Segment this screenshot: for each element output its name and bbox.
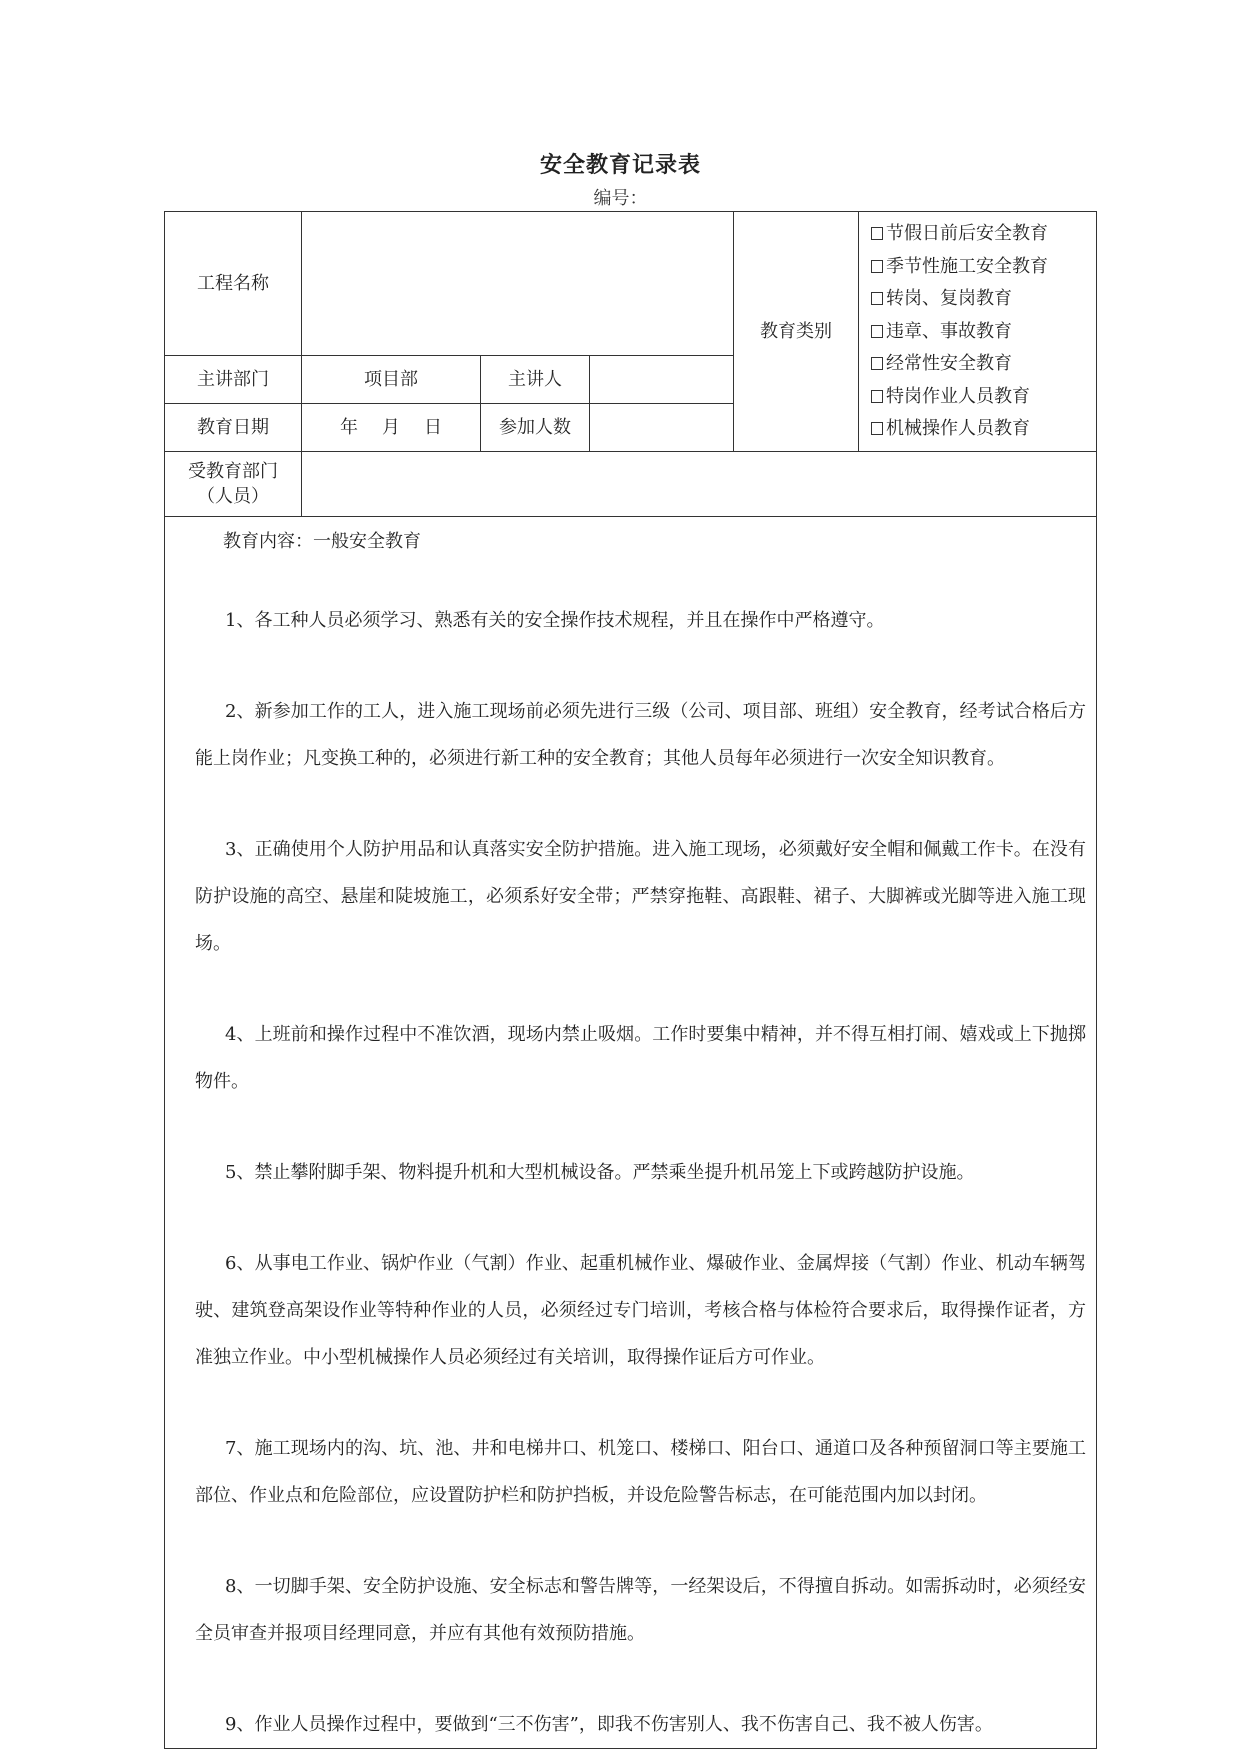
checkbox-icon[interactable]: [871, 227, 883, 240]
category-option[interactable]: [871, 223, 1096, 256]
education-category-list: [859, 212, 1097, 452]
date-month-label: 月: [382, 416, 400, 438]
content-item: 2、新参加工作的工人，进入施工现场前必须先进行三级（公司、项目部、班组）安全教育，经考试合格后方能上岗作业；凡变换工种的，必须进行新工种的安全教育；其他人员每年必须进行一次安全知识教育。: [195, 701, 1087, 769]
lecturer-field[interactable]: [590, 356, 734, 404]
category-option[interactable]: [871, 418, 1096, 451]
category-option[interactable]: [871, 288, 1096, 321]
content-item: 9、作业人员操作过程中，要做到“三不伤害”，即我不伤害别人、我不伤害自己、我不被人伤害。: [225, 1714, 993, 1735]
educated-dept-label-line1: 受教育部门: [188, 460, 278, 482]
date-year-label: 年: [340, 416, 358, 438]
education-date-label: 教育日期: [165, 404, 302, 452]
category-option-label: 转岗、复岗教育: [886, 288, 1013, 309]
checkbox-icon[interactable]: [871, 260, 883, 273]
content-item: 5、禁止攀附脚手架、物料提升机和大型机械设备。严禁乘坐提升机吊笼上下或跨越防护设施。: [225, 1162, 975, 1183]
category-option-label: 违章、事故教育: [886, 320, 1013, 342]
checkbox-icon[interactable]: [871, 292, 883, 305]
category-option[interactable]: [871, 386, 1096, 419]
education-content-heading: 教育内容：一般安全教育: [223, 531, 421, 552]
participants-label: 参加人数: [481, 404, 590, 452]
content-item: 4、上班前和操作过程中不准饮酒，现场内禁止吸烟。工作时要集中精神，并不得互相打闹、嬉戏或上下抛掷物件。: [195, 1024, 1087, 1092]
serial-number-label: 编号：: [593, 188, 648, 209]
category-option[interactable]: [871, 353, 1096, 386]
content-item: 7、施工现场内的沟、坑、池、井和电梯井口、机笼口、楼梯口、阳台口、通道口及各种预留洞口等主要施工部位、作业点和危险部位，应设置防护栏和防护挡板，并设危险警告标志，在可能范围内加以封闭。: [195, 1438, 1087, 1506]
education-record-table: [164, 211, 1097, 1749]
educated-dept-label-line2: （人员）: [197, 486, 269, 507]
checkbox-icon[interactable]: [871, 390, 883, 403]
lecture-dept-label: 主讲部门: [165, 356, 302, 404]
checkbox-icon[interactable]: [871, 325, 883, 338]
category-option-label: 特岗作业人员教育: [886, 385, 1031, 407]
education-date-field[interactable]: [302, 404, 481, 452]
category-option[interactable]: [871, 256, 1096, 289]
category-option-label: 经常性安全教育: [886, 353, 1013, 374]
category-option-label: 机械操作人员教育: [886, 418, 1031, 439]
page-title: 安全教育记录表: [539, 152, 701, 178]
educated-dept-field[interactable]: [302, 452, 1097, 517]
category-option[interactable]: [871, 321, 1096, 354]
participants-field[interactable]: [590, 404, 734, 452]
lecture-dept-field[interactable]: 项目部: [302, 356, 481, 404]
project-name-label: 工程名称: [165, 212, 302, 356]
category-option-label: 季节性施工安全教育: [886, 255, 1049, 277]
content-item: 6、从事电工作业、锅炉作业（气割）作业、起重机械作业、爆破作业、金属焊接（气割）作业、机动车辆驾驶、建筑登高架设作业等特种作业的人员，必须经过专门培训，考核合格与体检符合要求后，取得操作证者，方准独立作业。中小型机械操作人员必须经过有关培训，取得操作证后方可作业。: [195, 1253, 1087, 1368]
project-name-field[interactable]: [302, 212, 734, 356]
content-item: 8、一切脚手架、安全防护设施、安全标志和警告牌等，一经架设后，不得擅自拆动。如需拆动时，必须经安全员审查并报项目经理同意，并应有其他有效预防措施。: [195, 1576, 1087, 1644]
educated-dept-label: [165, 452, 302, 517]
content-item: 3、正确使用个人防护用品和认真落实安全防护措施。进入施工现场，必须戴好安全帽和佩戴工作卡。在没有防护设施的高空、悬崖和陡坡施工，必须系好安全带；严禁穿拖鞋、高跟鞋、裙子、大脚裤或光脚等进入施工现场。: [195, 839, 1087, 954]
checkbox-icon[interactable]: [871, 422, 883, 435]
education-category-label: 教育类别: [734, 212, 859, 452]
content-item: 1、各工种人员必须学习、熟悉有关的安全操作技术规程，并且在操作中严格遵守。: [225, 610, 885, 631]
category-option-label: 节假日前后安全教育: [886, 223, 1049, 244]
education-content-section: [165, 517, 1097, 1749]
lecturer-label: 主讲人: [481, 356, 590, 404]
date-day-label: 日: [424, 416, 442, 438]
checkbox-icon[interactable]: [871, 357, 883, 370]
